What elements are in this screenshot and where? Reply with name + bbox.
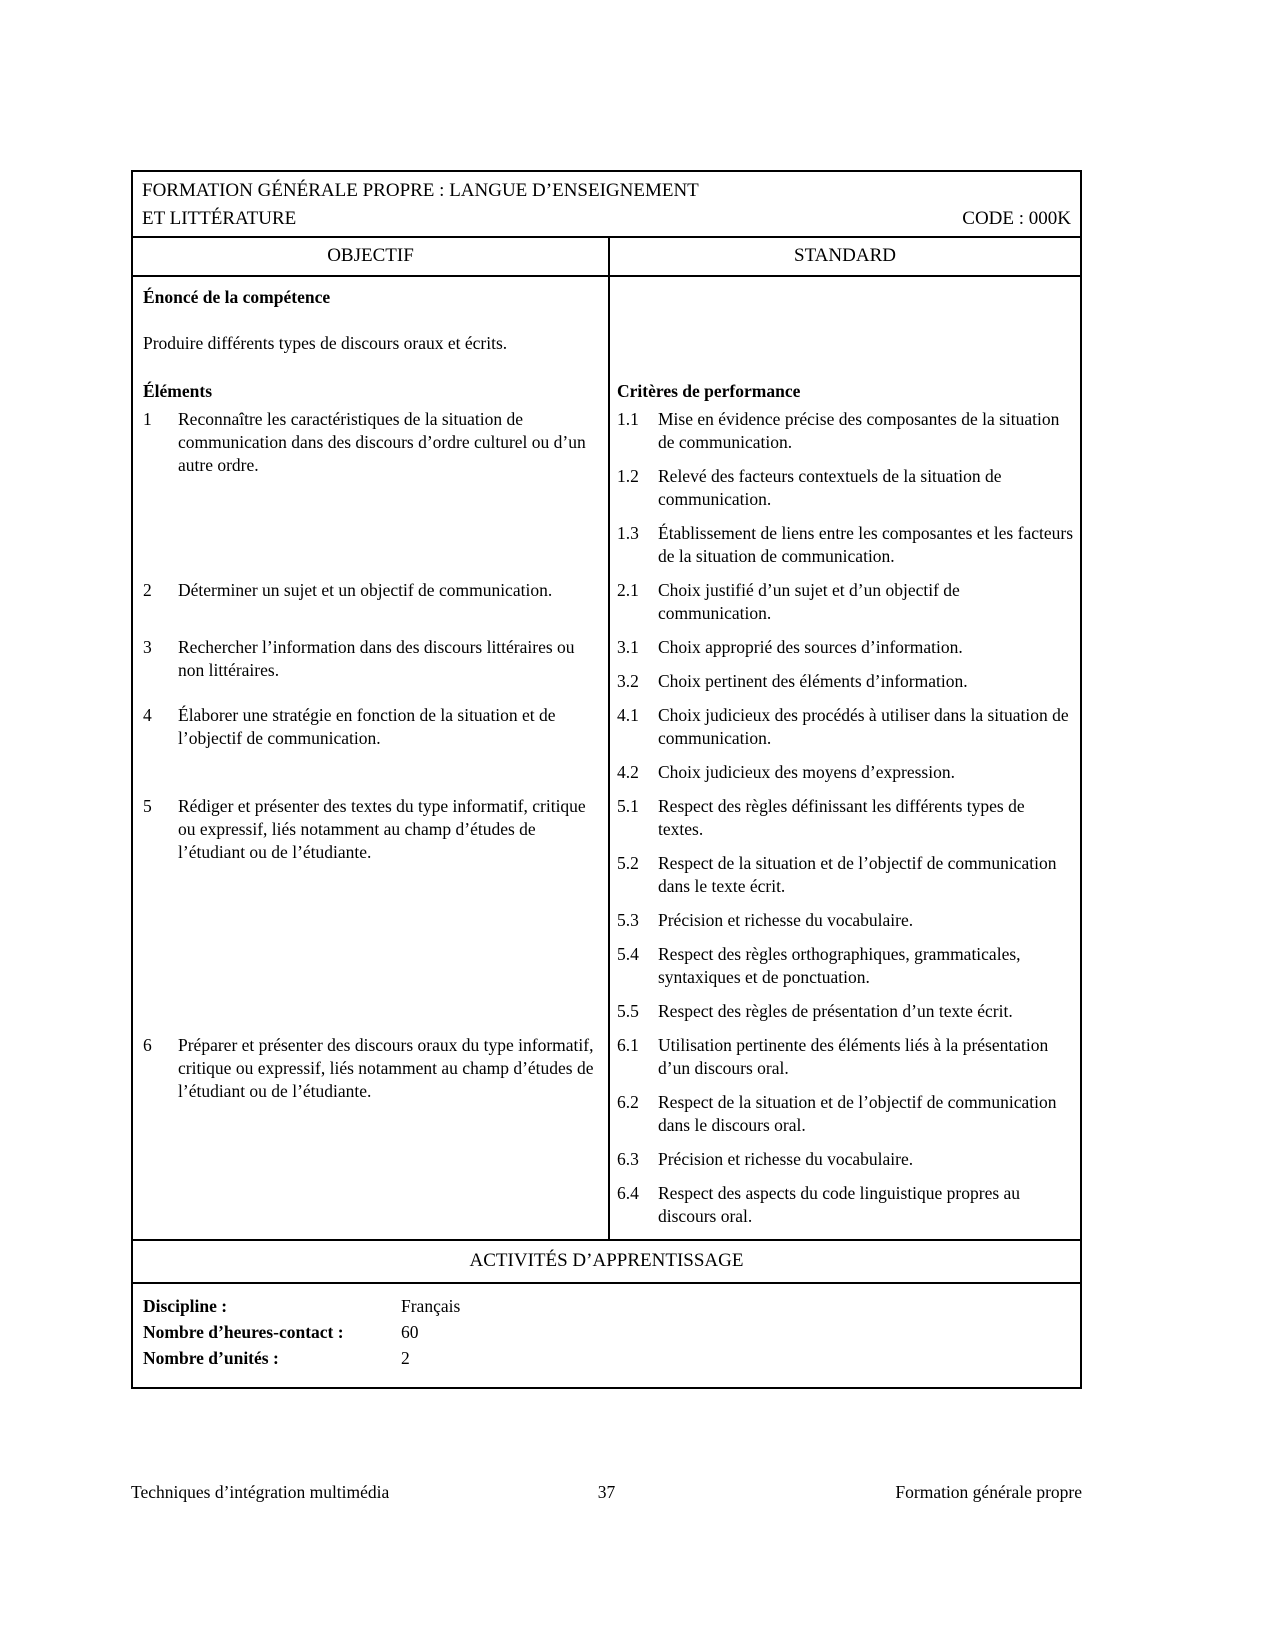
criterion-number: 5.2 [617, 853, 639, 873]
criterion-item [617, 408, 1074, 454]
criterion-text: Utilisation pertinente des éléments liés à la présentation d’un discours oral. [658, 1035, 1049, 1078]
criterion-number: 6.4 [617, 1183, 639, 1203]
criterion-item [617, 1000, 1074, 1023]
element-text: Rechercher l’information dans des discours littéraires ou non littéraires. [178, 637, 575, 680]
criterion-number: 5.5 [617, 1001, 639, 1021]
column-headers [133, 238, 1080, 277]
element-item [143, 1034, 596, 1103]
element-number: 3 [143, 637, 152, 657]
document-title-line2: ET LITTÉRATURE [142, 208, 297, 229]
criterion-item [617, 1182, 1074, 1228]
footer-section-name: Formation générale propre [895, 1482, 1082, 1502]
criterion-text: Respect des règles orthographiques, grammaticales, syntaxiques et de ponctuation. [658, 944, 1021, 987]
table-row [133, 795, 1080, 1034]
table-row [133, 1034, 1080, 1239]
criterion-number: 3.2 [617, 671, 639, 691]
units-value: 2 [401, 1348, 410, 1368]
criterion-number: 6.1 [617, 1035, 639, 1055]
column-header-objectif: OBJECTIF [133, 238, 610, 275]
hours-contact-row [143, 1319, 1070, 1345]
criterion-number: 2.1 [617, 580, 639, 600]
criterion-number: 6.2 [617, 1092, 639, 1112]
enonce-text: Produire différents types de discours oraux et écrits. [143, 333, 508, 353]
element-item [143, 795, 596, 864]
criterion-item [617, 795, 1074, 841]
criterion-number: 5.1 [617, 796, 639, 816]
criterion-text: Mise en évidence précise des composantes de la situation de communication. [658, 409, 1060, 452]
criterion-text: Respect des règles définissant les différents types de textes. [658, 796, 1025, 839]
footer-program-name: Techniques d’intégration multimédia [131, 1482, 390, 1502]
criterion-item [617, 852, 1074, 898]
discipline-value: Français [401, 1296, 461, 1316]
criterion-item [617, 1148, 1074, 1171]
activities-header: ACTIVITÉS D’APPRENTISSAGE [133, 1239, 1080, 1284]
discipline-block [133, 1284, 1080, 1387]
table-row [133, 408, 1080, 579]
criterion-item [617, 522, 1074, 568]
table-row [133, 579, 1080, 636]
footer-page-number: 37 [597, 1482, 616, 1502]
discipline-row [143, 1293, 1070, 1319]
section-titles-row [133, 378, 1080, 408]
criterion-item [617, 704, 1074, 750]
element-number: 5 [143, 796, 152, 816]
hours-contact-label: Nombre d’heures-contact : [143, 1322, 344, 1342]
criterion-item [617, 670, 1074, 693]
page-footer [131, 1482, 1082, 1503]
enonce-row-empty-cell [610, 277, 1080, 378]
criterion-item [617, 636, 1074, 659]
criteres-title: Critères de performance [617, 381, 801, 401]
element-text: Élaborer une stratégie en fonction de la situation et de l’objectif de communication. [178, 705, 556, 748]
criterion-item [617, 579, 1074, 625]
competency-table [131, 170, 1082, 1389]
criterion-item [617, 1034, 1074, 1080]
enonce-title: Énoncé de la compétence [143, 287, 331, 307]
element-number: 6 [143, 1035, 152, 1055]
element-number: 2 [143, 580, 152, 600]
element-number: 4 [143, 705, 152, 725]
element-text: Préparer et présenter des discours oraux du type informatif, critique ou expressif, liés notamment au champ d’études de l’étudiant ou de l’étudiante. [178, 1035, 594, 1101]
units-row [143, 1345, 1070, 1371]
criterion-number: 3.1 [617, 637, 639, 657]
criterion-item [617, 761, 1074, 784]
table-row [133, 636, 1080, 704]
units-label: Nombre d’unités : [143, 1348, 279, 1368]
element-item [143, 704, 596, 750]
element-text: Rédiger et présenter des textes du type informatif, critique ou expressif, liés notamment au champ d’études de l’étudiant ou de l’étudiante. [178, 796, 586, 862]
criterion-number: 1.2 [617, 466, 639, 486]
table-row [133, 704, 1080, 795]
criterion-text: Précision et richesse du vocabulaire. [658, 1149, 914, 1169]
column-header-standard: STANDARD [794, 245, 896, 266]
criterion-number: 4.2 [617, 762, 639, 782]
criterion-text: Respect des règles de présentation d’un texte écrit. [658, 1001, 1013, 1021]
criterion-number: 5.3 [617, 910, 639, 930]
element-item [143, 579, 596, 602]
criterion-item [617, 909, 1074, 932]
criterion-text: Respect des aspects du code linguistique propres au discours oral. [658, 1183, 1021, 1226]
criterion-number: 1.1 [617, 409, 639, 429]
element-item [143, 408, 596, 477]
criterion-text: Respect de la situation et de l’objectif de communication dans le texte écrit. [658, 853, 1057, 896]
criterion-text: Respect de la situation et de l’objectif de communication dans le discours oral. [658, 1092, 1057, 1135]
criterion-number: 1.3 [617, 523, 639, 543]
element-item [143, 636, 596, 682]
element-text: Reconnaître les caractéristiques de la situation de communication dans des discours d’ordre culturel ou d’un autre ordre. [178, 409, 586, 475]
criterion-number: 5.4 [617, 944, 639, 964]
criterion-text: Précision et richesse du vocabulaire. [658, 910, 914, 930]
criterion-text: Établissement de liens entre les composantes et les facteurs de la situation de communication. [658, 523, 1074, 566]
criterion-text: Choix pertinent des éléments d’information. [658, 671, 968, 691]
criterion-number: 6.3 [617, 1149, 639, 1169]
element-number: 1 [143, 409, 152, 429]
criterion-item [617, 943, 1074, 989]
table-header [133, 172, 1080, 238]
criterion-text: Choix justifié d’un sujet et d’un objectif de communication. [658, 580, 960, 623]
hours-contact-value: 60 [401, 1322, 419, 1342]
criterion-item [617, 1091, 1074, 1137]
criterion-text: Choix judicieux des moyens d’expression. [658, 762, 955, 782]
criterion-text: Choix approprié des sources d’information. [658, 637, 963, 657]
criterion-text: Relevé des facteurs contextuels de la situation de communication. [658, 466, 1002, 509]
element-text: Déterminer un sujet et un objectif de communication. [178, 580, 553, 600]
document-code: CODE : 000K [962, 208, 1071, 229]
criterion-number: 4.1 [617, 705, 639, 725]
enonce-row [133, 277, 1080, 378]
elements-title: Éléments [143, 381, 213, 401]
criterion-text: Choix judicieux des procédés à utiliser dans la situation de communication. [658, 705, 1069, 748]
discipline-label: Discipline : [143, 1296, 228, 1316]
document-title-line1: FORMATION GÉNÉRALE PROPRE : LANGUE D’ENSEIGNEMENT [142, 180, 699, 201]
criterion-item [617, 465, 1074, 511]
